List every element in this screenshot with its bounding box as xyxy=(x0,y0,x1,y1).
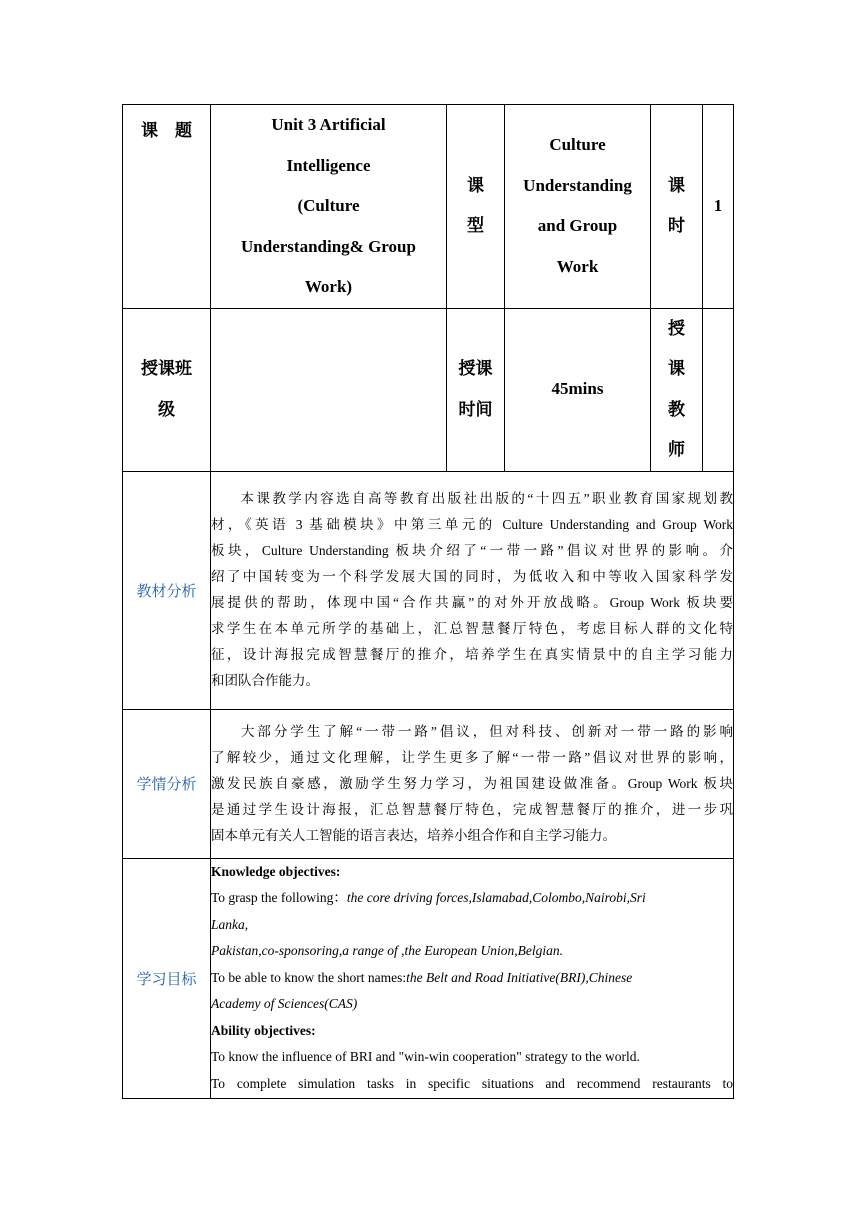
type-cell xyxy=(505,105,651,309)
students-line: 是通过学生设计海报，汇总智慧餐厅特色，完成智慧餐厅的推介，进一步巩 xyxy=(211,801,733,817)
material-line: 板块，Culture Understanding 板块介绍了“一带一路”倡议对世界的影响。介 xyxy=(211,543,733,558)
header-row-topic xyxy=(123,105,734,309)
label-type-char: 课 xyxy=(467,175,484,195)
material-line: 求学生在本单元所学的基础上，汇总智慧餐厅特色，考虑目标人群的文化特 xyxy=(211,621,733,636)
students-label: 学情分析 xyxy=(136,777,197,793)
material-label-cell xyxy=(123,471,211,709)
ability-line: To complete simulation tasks in specific situations and recommend restaurants to xyxy=(211,1075,733,1091)
label-topic-cell xyxy=(123,105,211,309)
label-class-line: 级 xyxy=(158,399,175,419)
material-analysis-row xyxy=(123,471,734,709)
objectives-row xyxy=(123,858,734,1098)
students-line: 了解较少，通过文化理解，让学生更多了解“一带一路”倡议对世界的影响， xyxy=(211,749,733,765)
students-line: 激发民族自豪感，激励学生努力学习，为祖国建设做准备。Group Work 板块 xyxy=(211,775,733,791)
label-topic: 课 题 xyxy=(141,121,192,140)
students-label-cell xyxy=(123,709,211,858)
grasp-line: Pakistan,co-sponsoring,a range of ,the European Union,Belgian. xyxy=(211,943,563,958)
grasp-line: To grasp the following：the core driving forces,Islamabad,Colombo,Nairobi,Sri xyxy=(211,890,646,905)
label-teacher-char: 授 xyxy=(668,318,685,338)
material-line: 和团队合作能力。 xyxy=(211,673,319,688)
material-line: 本课教学内容选自高等教育出版社出版的“十四五”职业教育国家规划教 xyxy=(238,491,733,506)
ability-heading: Ability objectives: xyxy=(211,1022,316,1038)
label-teacher-cell xyxy=(651,308,703,471)
topic-line: Understanding& Group xyxy=(241,236,416,256)
label-hours-cell xyxy=(651,105,703,309)
grasp-line: Lanka, xyxy=(211,916,249,932)
material-text-cell xyxy=(211,471,734,709)
label-time-line: 授课 xyxy=(458,359,493,378)
label-teacher-char: 课 xyxy=(668,359,685,378)
student-analysis-row xyxy=(123,709,734,858)
type-line: Work xyxy=(556,256,599,276)
topic-line: Intelligence xyxy=(286,155,371,175)
short-names-line: To be able to know the short names:the Belt and Road Initiative(BRI),Chinese xyxy=(211,969,633,985)
material-line: 材，《英语 3 基础模块》中第三单元的 Culture Understanding and Group Work xyxy=(211,517,733,532)
time-value: 45mins xyxy=(551,379,604,399)
hours-cell xyxy=(703,105,734,309)
label-type-cell xyxy=(447,105,505,309)
teacher-value-cell[interactable] xyxy=(703,308,734,471)
short-names-line: Academy of Sciences(CAS) xyxy=(211,996,358,1011)
objectives-label: 学习目标 xyxy=(136,971,197,988)
topic-line: Work) xyxy=(304,277,353,296)
hours-value: 1 xyxy=(713,196,723,215)
objectives-text-cell xyxy=(211,858,734,1098)
students-line: 大部分学生了解“一带一路”倡议，但对科技、创新对一带一路的影响 xyxy=(238,723,733,739)
ability-line: To know the influence of BRI and "win-win cooperation" strategy to the world. xyxy=(211,1049,640,1064)
time-value-cell xyxy=(505,308,651,471)
type-line: and Group xyxy=(537,216,618,236)
label-type-char: 型 xyxy=(467,216,484,236)
label-class-line: 授课班 xyxy=(141,359,192,378)
material-label: 教材分析 xyxy=(136,583,197,600)
label-time-cell xyxy=(447,308,505,471)
lesson-plan-table xyxy=(122,104,734,1099)
label-hours-char: 时 xyxy=(668,216,685,236)
objectives-label-cell xyxy=(123,858,211,1098)
material-line: 绍了中国转变为一个科学发展大国的同时，为低收入和中等收入国家科学发 xyxy=(211,569,733,584)
label-hours-char: 课 xyxy=(668,175,685,195)
label-teacher-char: 教 xyxy=(668,399,685,419)
label-time-line: 时间 xyxy=(458,399,493,419)
topic-cell xyxy=(211,105,447,309)
material-line: 展提供的帮助，体现中国“合作共赢”的对外开放战略。Group Work 板块要 xyxy=(211,595,733,610)
material-line: 征，设计海报完成智慧餐厅的推介，培养学生在真实情景中的自主学习能力 xyxy=(211,647,733,662)
label-class-cell xyxy=(123,308,211,471)
topic-line: (Culture xyxy=(297,196,360,215)
students-line: 固本单元有关人工智能的语言表达，培养小组合作和自主学习能力。 xyxy=(211,827,616,843)
class-value-cell[interactable] xyxy=(211,308,447,471)
type-line: Understanding xyxy=(523,175,632,195)
label-teacher-char: 师 xyxy=(668,440,685,459)
students-text-cell xyxy=(211,709,734,858)
header-row-class xyxy=(123,308,734,471)
type-line: Culture xyxy=(549,135,606,155)
knowledge-heading: Knowledge objectives: xyxy=(211,863,341,879)
topic-line: Unit 3 Artificial xyxy=(271,115,386,134)
